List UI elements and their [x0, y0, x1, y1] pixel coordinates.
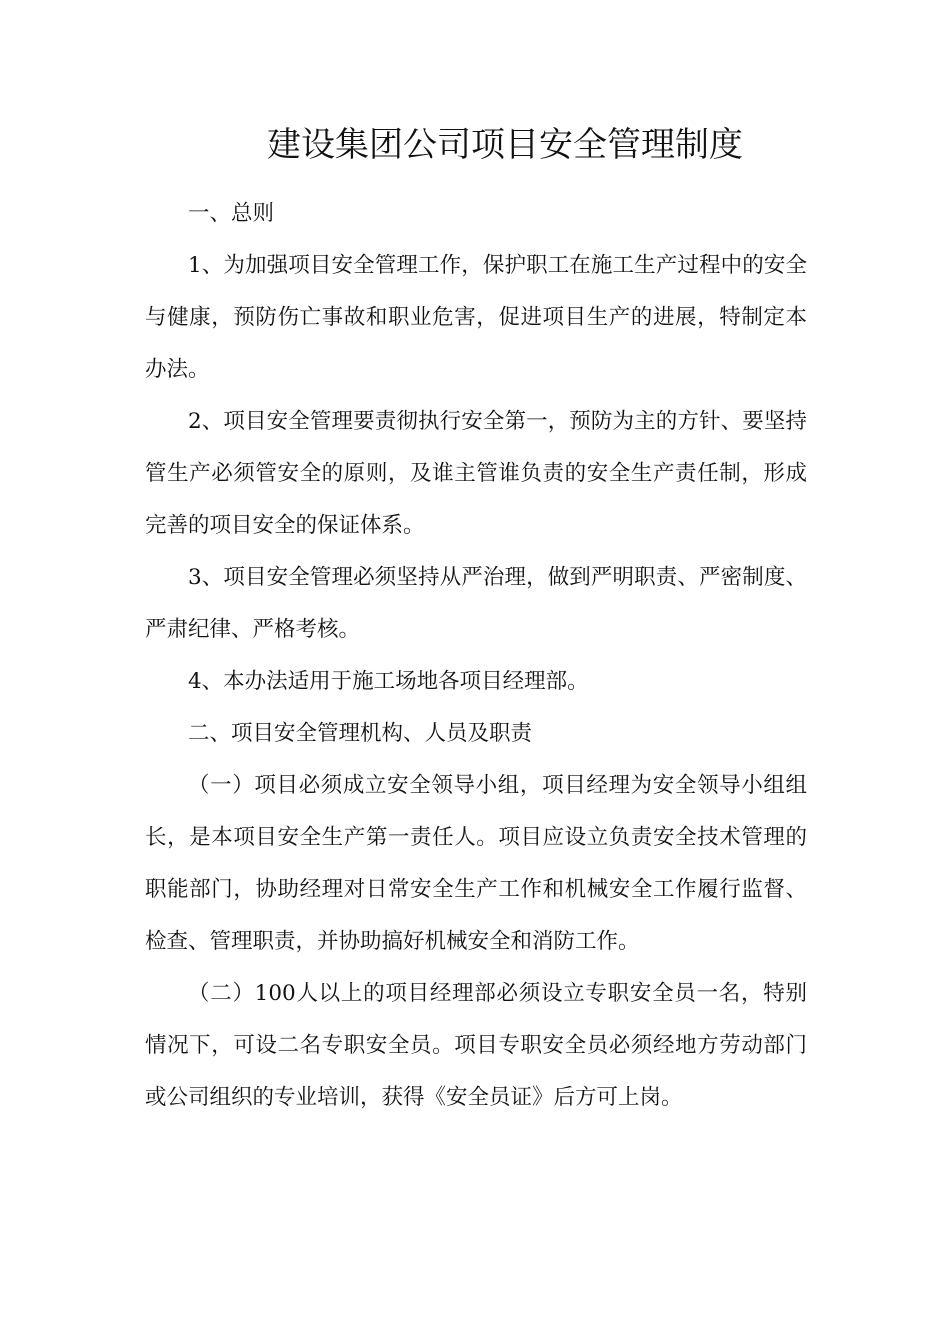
document-title: 建设集团公司项目安全管理制度 — [267, 125, 743, 165]
paragraph-4: 4、本办法适用于施工场地各项目经理部。 — [188, 669, 589, 694]
document-body — [145, 188, 807, 1124]
paragraph-1: 1、为加强项目安全管理工作，保护职工在施工生产过程中的安全与健康，预防伤亡事故和职业危害，促进项目生产的进展，特制定本办法。 — [145, 253, 807, 382]
paragraph-3: 3、项目安全管理必须坚持从严治理，做到严明职责、严密制度、严肃纪律、严格考核。 — [145, 565, 807, 642]
section-heading-organization: 二、项目安全管理机构、人员及职责 — [188, 721, 533, 746]
section-heading-general: 一、总则 — [188, 201, 275, 226]
paragraph-sub-2: （二）100人以上的项目经理部必须设立专职安全员一名，特别情况下，可设二名专职安全员。项目专职安全员必须经地方劳动部门或公司组织的专业培训，获得《安全员证》后方可上岗。 — [145, 981, 807, 1110]
paragraph-2: 2、项目安全管理要责彻执行安全第一，预防为主的方针、要坚持管生产必须管安全的原则，及谁主管谁负责的安全生产责任制，形成完善的项目安全的保证体系。 — [145, 409, 807, 538]
paragraph-sub-1: （一）项目必须成立安全领导小组，项目经理为安全领导小组组长，是本项目安全生产第一责任人。项目应设立负责安全技术管理的职能部门，协助经理对日常安全生产工作和机械安全工作履行监督、检查、管理职责，并协助搞好机械安全和消防工作。 — [145, 773, 807, 954]
